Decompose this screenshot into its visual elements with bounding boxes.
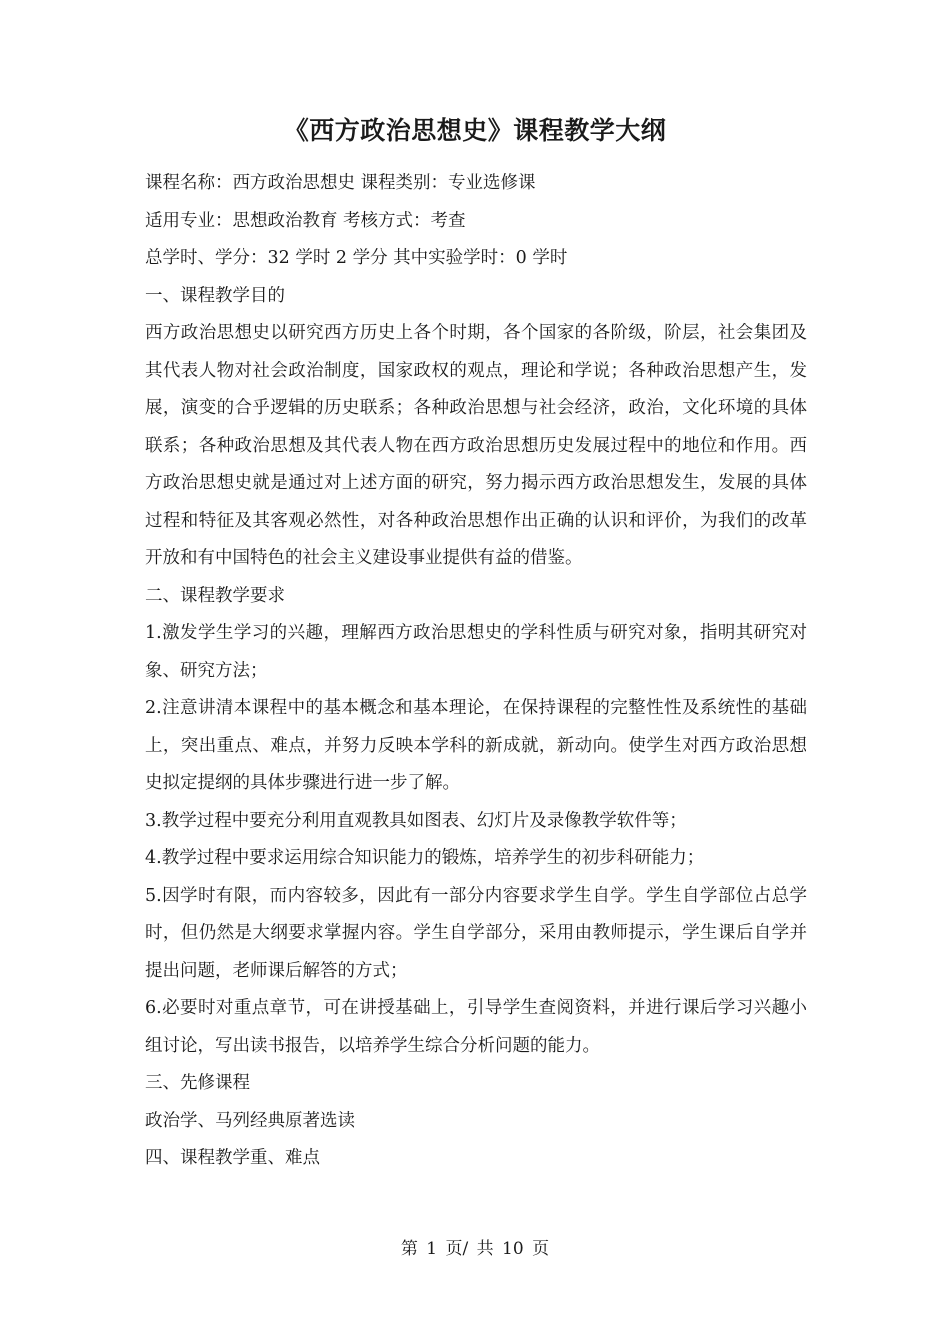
page-number-footer: 第 1 页/ 共 10 页 <box>400 1239 550 1259</box>
major-line: 适用专业：思想政治教育 考核方式：考查 <box>145 210 466 231</box>
document-body <box>145 165 807 1178</box>
section-objective-text: 西方政治思想史以研究西方历史上各个时期，各个国家的各阶级，阶层，社会集团及其代表人物对社会政治制度，国家政权的观点，理论和学说；各种政治思想产生，发展，演变的合乎逻辑的历史联系；各种政治思想与社会经济，政治，文化环境的具体联系；各种政治思想及其代表人物在西方政治思想历史发展过程中的地位和作用。西方政治思想史就是通过对上述方面的研究，努力揭示西方政治思想发生，发展的具体过程和特征及其客观必然性，对各种政治思想作出正确的认识和评价，为我们的改革开放和有中国特色的社会主义建设事业提供有益的借鉴。 <box>145 323 807 568</box>
hours-credits-line: 总学时、学分：32 学时 2 学分 其中实验学时：0 学时 <box>145 248 568 268</box>
requirement-item-6: 6.必要时对重点章节，可在讲授基础上，引导学生查阅资料，并进行课后学习兴趣小组讨论，写出读书报告，以培养学生综合分析问题的能力。 <box>145 998 807 1056</box>
section-heading-requirements: 二、课程教学要求 <box>145 585 285 606</box>
requirement-item-3: 3.教学过程中要充分利用直观教具如图表、幻灯片及录像教学软件等； <box>145 810 687 831</box>
requirement-item-5: 5.因学时有限，而内容较多，因此有一部分内容要求学生自学。学生自学部位占总学时，但仍然是大纲要求掌握内容。学生自学部分，采用由教师提示，学生课后自学并提出问题，老师课后解答的方式； <box>145 885 807 981</box>
requirement-item-2: 2.注意讲清本课程中的基本概念和基本理论，在保持课程的完整性性及系统性的基础上，突出重点、难点，并努力反映本学科的新成就，新动向。使学生对西方政治思想史拟定提纲的具体步骤进行进一步了解。 <box>145 698 807 793</box>
section-heading-prerequisites: 三、先修课程 <box>145 1073 250 1093</box>
section-heading-key-points: 四、课程教学重、难点 <box>145 1148 320 1168</box>
prerequisites-text: 政治学、马列经典原著选读 <box>145 1110 355 1131</box>
document-title: 《西方政治思想史》课程教学大纲 <box>283 116 667 145</box>
requirement-item-1: 1.激发学生学习的兴趣，理解西方政治思想史的学科性质与研究对象，指明其研究对象、研究方法； <box>145 623 807 681</box>
course-name-line: 课程名称：西方政治思想史 课程类别：专业选修课 <box>145 173 536 193</box>
section-heading-objective: 一、课程教学目的 <box>145 285 285 306</box>
requirement-item-4: 4.教学过程中要求运用综合知识能力的锻炼，培养学生的初步科研能力； <box>145 848 705 868</box>
